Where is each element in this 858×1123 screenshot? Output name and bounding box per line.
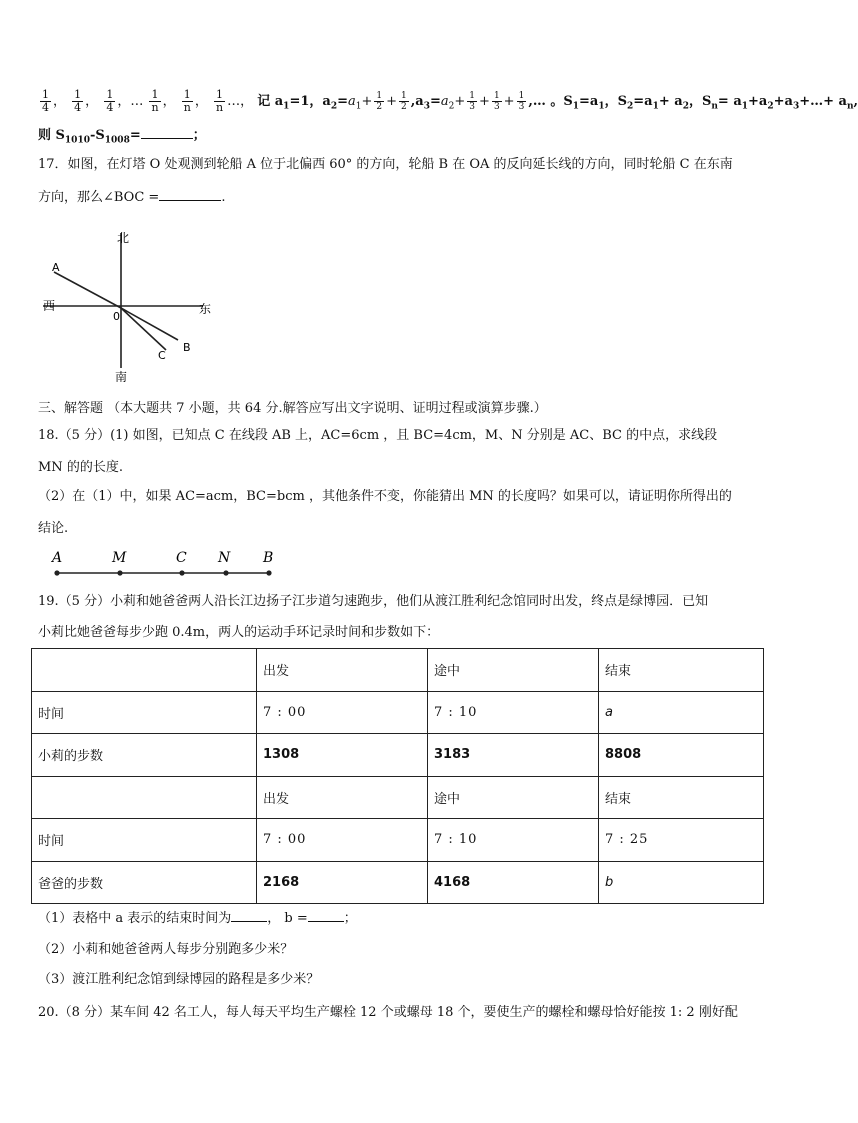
q17-text-line2: 方向，那么∠BOC = . [38, 190, 226, 205]
answer-blank [308, 909, 344, 922]
fraction: $\frac{1}{4}$ [74, 88, 82, 114]
table-row [32, 819, 764, 862]
table-cell: a [599, 691, 764, 734]
label-b: B [263, 550, 274, 566]
label-c: C [176, 550, 187, 566]
table-cell: 4168 [428, 861, 599, 904]
label-south: 南 [115, 370, 128, 384]
table-cell: 爸爸的步数 [32, 861, 257, 904]
label-o: 0 [113, 310, 120, 323]
point-c [179, 570, 184, 575]
point-a [54, 570, 59, 575]
table-row [32, 861, 764, 904]
table-cell: 8808 [599, 734, 764, 777]
q18-text-line4: 结论. [38, 521, 69, 536]
table-row [32, 734, 764, 777]
point-n [223, 570, 228, 575]
fraction: $\frac{1}{n}$ [183, 88, 191, 114]
table-cell: 时间 [32, 691, 257, 734]
table-cell: 2168 [257, 861, 428, 904]
steps-table [31, 648, 764, 904]
q19-text-line1: 19.（5 分）小莉和她爸爸两人沿长江边扬子江步道匀速跑步，他们从渡江胜利纪念馆同时出发，终点是绿博园．已知 [38, 594, 709, 609]
table-cell: 途中 [428, 776, 599, 819]
label-east: 东 [199, 302, 212, 316]
q17-text-line1: 17．如图，在灯塔 O 处观测到轮船 A 位于北偏西 60° 的方向，轮船 B 在 OA 的反向延长线的方向，同时轮船 C 在东南 [38, 157, 733, 172]
label-m: M [112, 550, 127, 566]
table-cell: 7 : 10 [428, 819, 599, 862]
table-cell: 7 : 00 [257, 819, 428, 862]
fraction: $\frac{1}{4}$ [42, 88, 49, 114]
section-heading: 三、解答题 （本大题共 7 小题，共 64 分.解答应写出文字说明、证明过程或演算步骤.） [38, 401, 547, 416]
table-cell: b [599, 861, 764, 904]
answer-blank [231, 909, 267, 922]
table-cell: 结束 [599, 649, 764, 692]
table-row [32, 776, 764, 819]
table-cell: 结束 [599, 776, 764, 819]
q18-text-line3: （2）在（1）中，如果 AC=acm，BC=bcm ，其他条件不变，你能猜出 MN 的长度吗？如果可以，请证明你所得出的 [38, 489, 732, 504]
label-b: B [183, 341, 191, 354]
q19-sub2: （2）小莉和她爸爸两人每步分别跑多少米？ [38, 942, 294, 957]
fraction: $\frac{1}{n}$ [215, 88, 224, 114]
table-cell: 7 : 00 [257, 691, 428, 734]
table-cell: 出发 [257, 649, 428, 692]
table-cell: 1308 [257, 734, 428, 777]
ray-oa [54, 272, 121, 308]
table-cell: 时间 [32, 819, 257, 862]
label-c: C [158, 349, 166, 362]
q16-sequence-line: $\frac{1}{4}$ ， $\frac{1}{4}$ ， $\frac{1}{4}$ ，… $\frac{1}{n}$ ， $\frac{1}{n}$ ， $\frac{1}{n}$ …， 记 $a_1=1$，$a_2=a_1+$ $\frac{1}{2}$ + $\frac{1}{2}$ $,a_3=a_2+$ $\frac{1}{3}$ + $\frac{1}{3}$ + $\frac{1}{3}$ ,… 。$S_1=a_1$，$S_2=a_1+ a_2$，$S_n=$ $a_1+a_2+a_3+\dots+ a_n$, [42, 88, 858, 114]
q16-question-line: 则 $S_{1010}-S_{1008}=$ ； [38, 128, 206, 146]
q19-sub1: （1）表格中 a 表示的结束时间为 ， b = ； [38, 911, 357, 926]
table-row [32, 691, 764, 734]
table-cell: 7 : 10 [428, 691, 599, 734]
table-cell: 7 : 25 [599, 819, 764, 862]
table-cell: 出发 [257, 776, 428, 819]
point-m [117, 570, 122, 575]
compass-figure [38, 228, 238, 383]
fraction: $\frac{1}{n}$ [151, 88, 159, 114]
segment-figure [40, 548, 290, 582]
fraction: $\frac{1}{4}$ [106, 88, 114, 114]
answer-blank [141, 126, 193, 139]
label-west: 西 [43, 299, 56, 313]
q18-text-line1: 18.（5 分）(1) 如图，已知点 C 在线段 AB 上，AC=6cm ，且 BC=4cm，M、N 分别是 AC、BC 的中点，求线段 [38, 428, 718, 443]
table-cell: 3183 [428, 734, 599, 777]
table-cell: 小莉的步数 [32, 734, 257, 777]
label-a: A [52, 550, 63, 566]
q18-text-line2: MN 的的长度. [38, 460, 123, 475]
answer-blank [159, 188, 221, 201]
label-a: A [52, 261, 60, 274]
point-b [266, 570, 271, 575]
q19-sub3: （3）渡江胜利纪念馆到绿博园的路程是多少米？ [38, 972, 320, 987]
table-cell [32, 649, 257, 692]
table-row [32, 649, 764, 692]
label-n: N [218, 550, 231, 566]
q19-text-line2: 小莉比她爸爸每步少跑 0.4m，两人的运动手环记录时间和步数如下： [38, 625, 440, 640]
table-cell: 途中 [428, 649, 599, 692]
table-cell [32, 776, 257, 819]
q20-text-line1: 20.（8 分）某车间 42 名工人，每人每天平均生产螺栓 12 个或螺母 18 个，要使生产的螺栓和螺母恰好能按 1: 2 刚好配 [38, 1005, 738, 1020]
label-north: 北 [117, 231, 130, 245]
